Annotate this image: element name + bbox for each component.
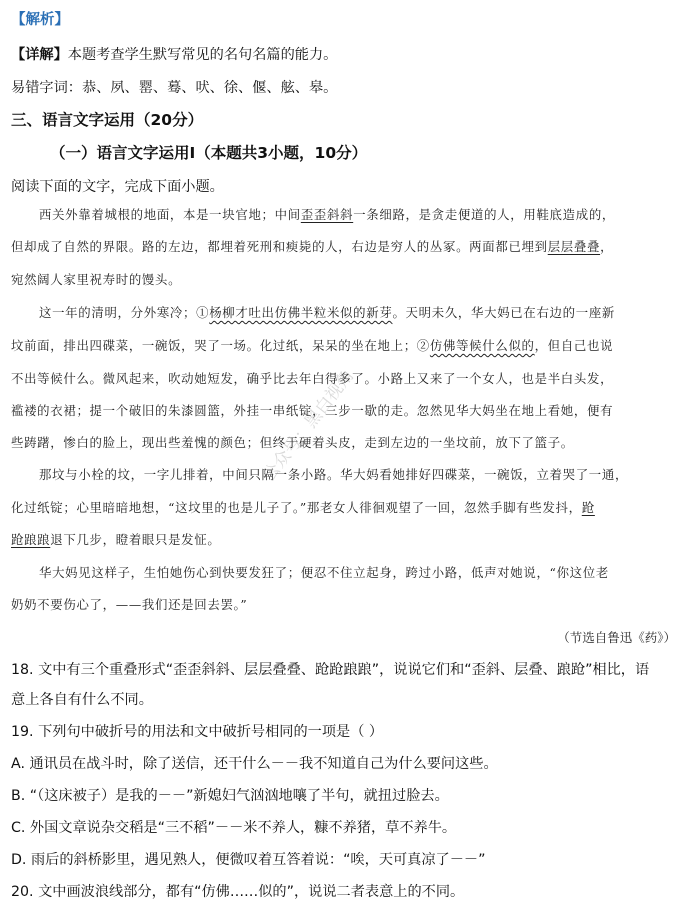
section3-title: 三、语言文字运用（20分） [11, 111, 204, 129]
passage-line: 坟前面，排出四碟菜，一碗饭，哭了一场。化过纸，呆呆的坐在地上；②仿佛等候什么似的，但自己也说 [11, 338, 614, 353]
underlined-phrase: 歪歪斜斜 [300, 207, 354, 222]
passage-line: 不出等候什么。微风起来，吹动她短发，确乎比去年白得多了。小路上又来了一个女人，也是半白头发， [11, 371, 614, 386]
passage-source: （节选自鲁迅《药》） [557, 630, 676, 645]
detail-text: 本题考查学生默写常见的名句名篇的能力。 [67, 47, 338, 63]
question-19-option-d: D. 雨后的斜桥影里，遇见熟人，便微叹着互答着说：“唉，天可真凉了－－” [11, 852, 486, 868]
question-19-option-b: B. “（这床被子）是我的－－”新媳妇气汹汹地嚷了半句，就扭过脸去。 [11, 788, 449, 804]
question-18: 18. 文中有三个重叠形式“歪歪斜斜、层层叠叠、跄跄踉踉”，说说它们和“歪斜、层叠、踉跄”相比，语 [11, 662, 650, 678]
underlined-phrase: 跄踉踉 [11, 532, 51, 547]
passage-line: 那坟与小栓的坟，一字儿排着，中间只隔一条小路。华大妈看她排好四碟菜，一碗饭，立着哭了一通， [39, 467, 629, 482]
subsection-title: （一）语言文字运用Ⅰ（本题共3小题，10分） [50, 144, 368, 162]
detail-tag: 【详解】 [11, 47, 68, 63]
passage-line: 宛然阔人家里祝寿时的馒头。 [11, 272, 182, 287]
question-19-stem: 19. 下列句中破折号的用法和文中破折号相同的一项是（ ） [11, 724, 384, 740]
passage-line: 化过纸锭；心里暗暗地想，“这坟里的也是儿子了。”那老女人徘徊观望了一回，忽然手脚有些发抖，跄 [11, 500, 595, 515]
question-19-option-a: A. 通讯员在战斗时，除了送信，还干什么－－我不知道自己为什么要问这些。 [11, 756, 498, 772]
question-20: 20. 文中画波浪线部分，都有“仿佛……似的”，说说二者表意上的不同。 [11, 884, 465, 900]
wavy-underlined-phrase: 杨柳才吐出仿佛半粒米似的新芽 [209, 305, 393, 320]
passage-line: 跄踉踉退下几步，瞪着眼只是发怔。 [11, 532, 221, 547]
reading-instruction: 阅读下面的文字，完成下面小题。 [11, 179, 224, 195]
wavy-underlined-phrase: 仿佛等候什么似的 [429, 338, 535, 353]
passage-line: 这一年的清明，分外寒冷；①杨柳才吐出仿佛半粒米似的新芽。天明未久，华大妈已在右边的一座新 [39, 305, 616, 320]
question-19-option-c: C. 外国文章说杂交稻是“三不稻”－－米不养人，糠不养猪，草不养牛。 [11, 820, 457, 836]
passage-line: 些踌躇，惨白的脸上，现出些羞愧的颜色；但终于硬着头皮，走到左边的一坐坟前，放下了篮子。 [11, 435, 574, 450]
passage-line: 华大妈见这样子，生怕她伤心到快要发狂了；便忍不住立起身，跨过小路，低声对她说，“你这位老 [39, 565, 609, 580]
underlined-phrase: 跄 [581, 500, 595, 515]
detail-line [11, 45, 337, 65]
passage-line: 奶奶不要伤心了，——我们还是回去罢。” [11, 597, 248, 612]
error-words: 易错字词：恭、夙、罂、蓦、吠、徐、偃、舷、皋。 [11, 80, 338, 96]
passage-line: 褴褛的衣裙；提一个破旧的朱漆圆篮，外挂一串纸锭，三步一歇的走。忽然见华大妈坐在地上看她，便有 [11, 403, 614, 418]
analysis-header: 【解析】 [11, 12, 69, 28]
question-18-cont: 意上各自有什么不同。 [11, 692, 153, 708]
watermark: 公众号：黑白视角 [258, 365, 359, 486]
passage-line: 但却成了自然的界限。路的左边，都埋着死刑和瘐毙的人，右边是穷人的丛冢。两面都已埋到层层叠叠， [11, 239, 614, 254]
underlined-phrase: 层层叠叠 [547, 239, 601, 254]
passage-line: 西关外靠着城根的地面，本是一块官地；中间歪歪斜斜一条细路，是贪走便道的人，用鞋底造成的， [39, 207, 615, 222]
